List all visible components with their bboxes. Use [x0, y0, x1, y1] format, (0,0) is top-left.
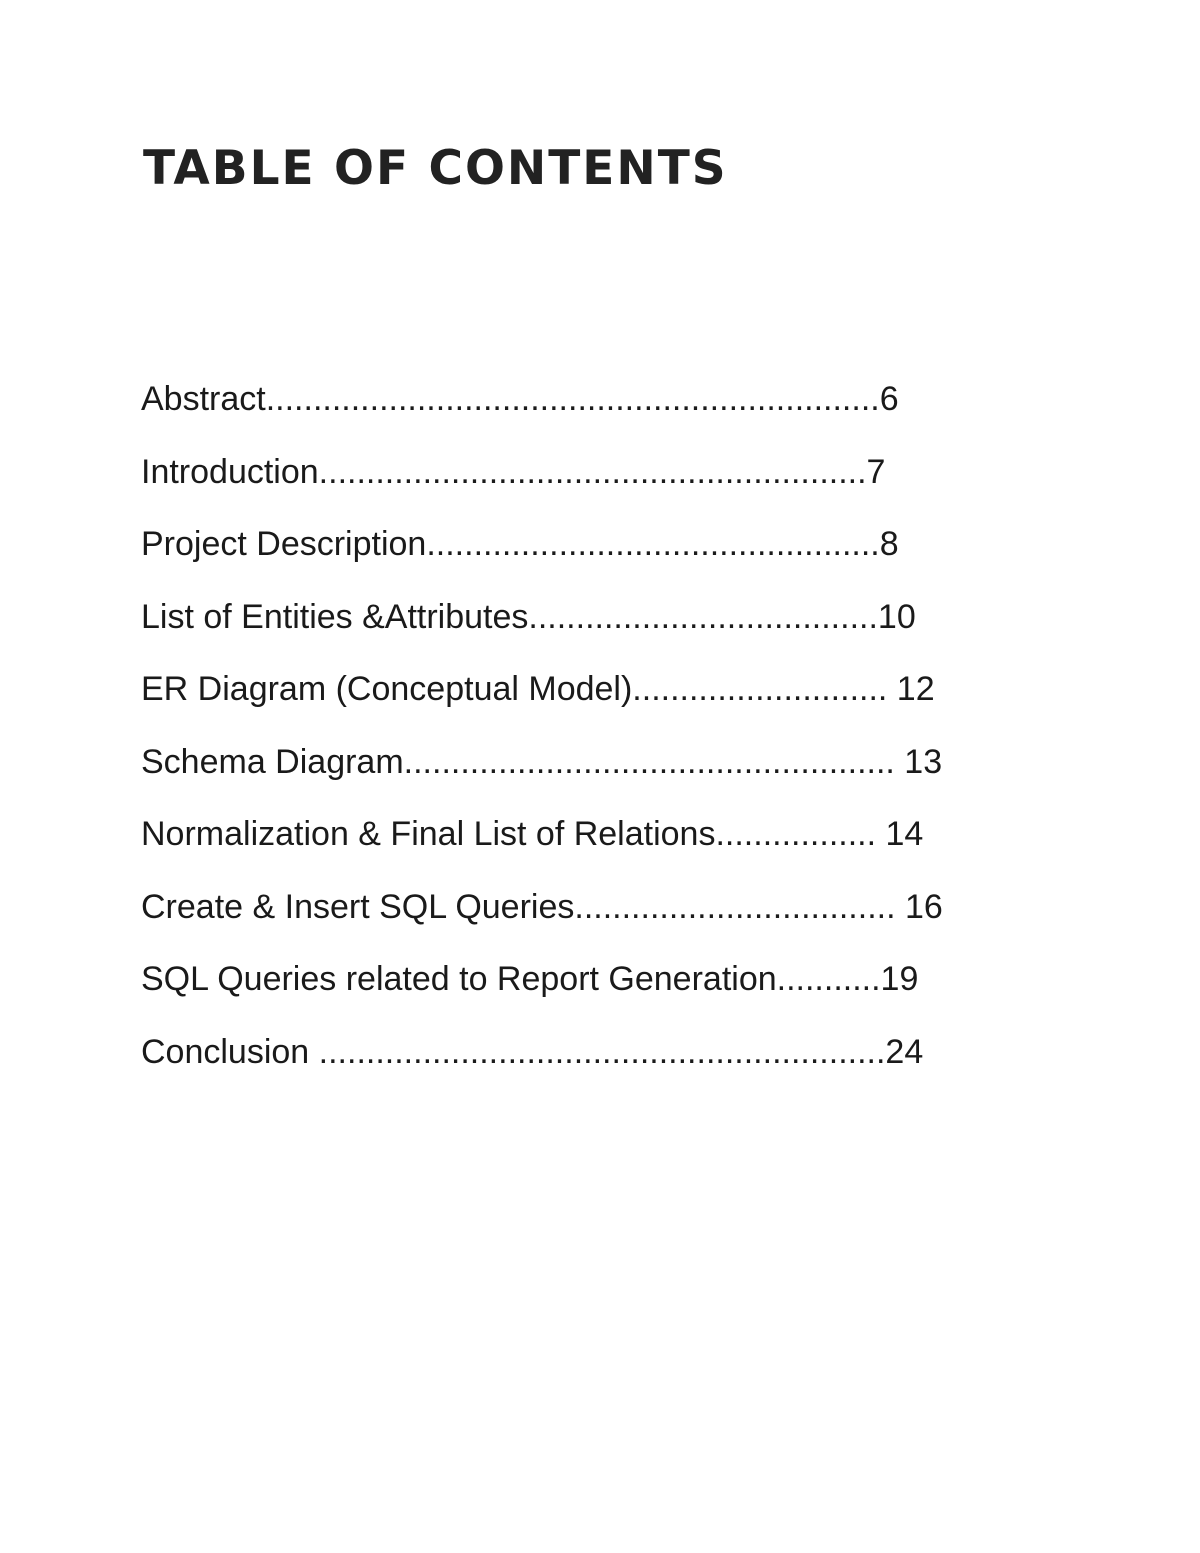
toc-entry-normalization: Normalization & Final List of Relations................. 14	[141, 815, 924, 853]
toc-entry-project-description: Project Description................................................8	[141, 525, 899, 563]
toc-entry-report-sql: SQL Queries related to Report Generation...........19	[141, 960, 919, 998]
toc-entry-schema-diagram: Schema Diagram.................................................... 13	[141, 742, 943, 781]
toc-list	[141, 372, 1061, 1097]
page-title: TABLE OF CONTENTS	[143, 141, 728, 196]
toc-entry-introduction: Introduction..........................................................7	[141, 452, 886, 491]
toc-entry-entities-attributes: List of Entities &Attributes.....................................10	[141, 597, 916, 636]
toc-entry-abstract: Abstract.................................................................6	[141, 380, 899, 418]
toc-entry-er-diagram: ER Diagram (Conceptual Model)........................... 12	[141, 670, 935, 708]
toc-entry-create-insert-sql: Create & Insert SQL Queries.................................. 16	[141, 887, 943, 926]
toc-entry-conclusion: Conclusion ............................................................24	[141, 1032, 924, 1071]
